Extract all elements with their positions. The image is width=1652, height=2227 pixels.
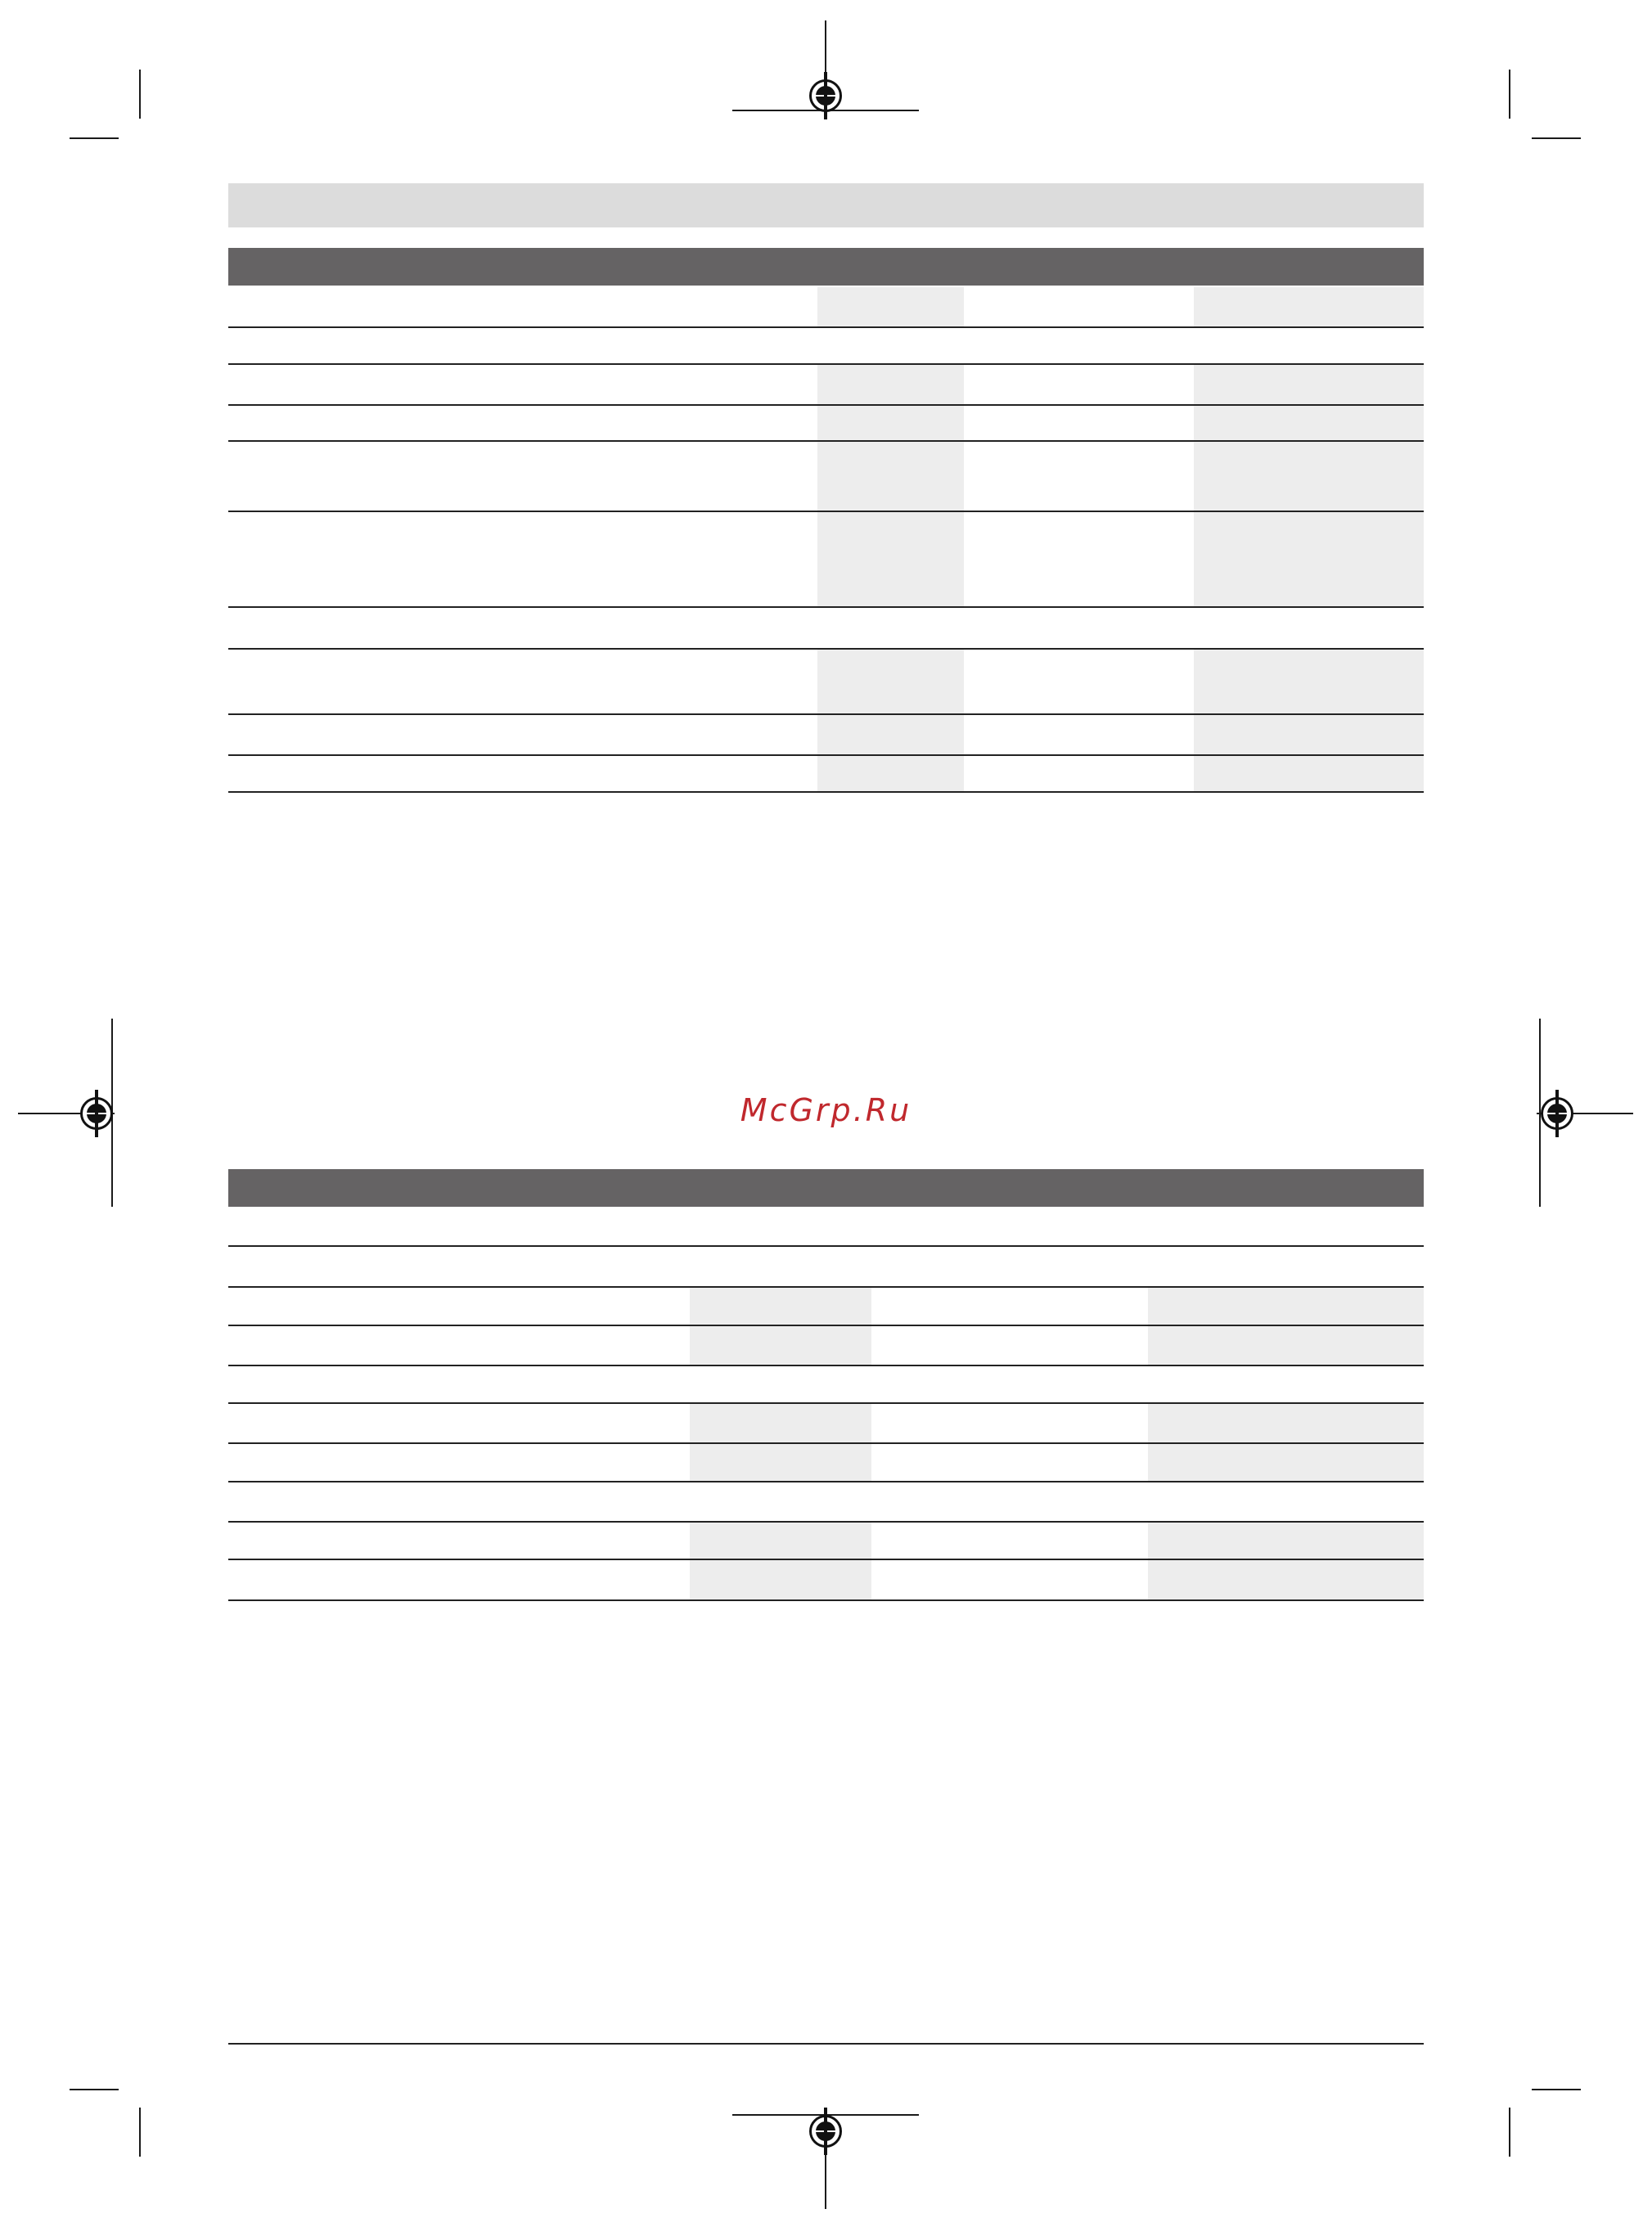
table-cell	[1194, 287, 1424, 326]
table-row-rule	[228, 1325, 1424, 1326]
table-cell	[1148, 1560, 1424, 1599]
table-row-rule	[228, 606, 1424, 608]
table-cell	[817, 512, 964, 606]
registration-mark-icon	[809, 2115, 842, 2148]
table-row-rule	[228, 713, 1424, 715]
table-cell	[817, 365, 964, 404]
table-cell	[817, 406, 964, 440]
table-cell	[1194, 650, 1424, 713]
crop-mark-line	[1509, 2108, 1510, 2157]
crop-mark-line	[1509, 70, 1510, 119]
table-row-rule	[228, 1442, 1424, 1444]
table-cell	[690, 1404, 871, 1442]
table-cell	[817, 442, 964, 511]
table-cell	[690, 1560, 871, 1599]
table-row-rule	[228, 440, 1424, 442]
table-row-rule	[228, 754, 1424, 756]
watermark: McGrp.Ru	[740, 1092, 912, 1128]
table-cell	[1194, 715, 1424, 754]
table-header-bar	[228, 1169, 1424, 1207]
registration-mark-icon	[809, 79, 842, 112]
table-row-rule	[228, 1286, 1424, 1288]
table-row-rule	[228, 326, 1424, 328]
table-cell	[817, 287, 964, 326]
table-row-rule	[228, 404, 1424, 406]
table-cell	[690, 1288, 871, 1325]
table-row-rule	[228, 1402, 1424, 1404]
table-cell	[1148, 1288, 1424, 1325]
crop-mark-line	[1532, 2089, 1581, 2090]
table-cell	[690, 1523, 871, 1559]
table-cell	[690, 1326, 871, 1365]
table-cell	[1148, 1523, 1424, 1559]
table-row-rule	[228, 1559, 1424, 1560]
table-cell	[1148, 1404, 1424, 1442]
crop-mark-line	[1532, 137, 1581, 139]
table-cell	[1194, 756, 1424, 791]
table-row-rule	[228, 1245, 1424, 1247]
crop-mark-line	[70, 137, 119, 139]
table-cell	[690, 1444, 871, 1481]
table-row-rule	[228, 511, 1424, 512]
table-cell	[817, 715, 964, 754]
page-footer-rule	[228, 2043, 1424, 2045]
crop-mark-line	[139, 2108, 141, 2157]
table-row-rule	[228, 648, 1424, 650]
table-cell	[1148, 1326, 1424, 1365]
table-row-rule	[228, 1521, 1424, 1523]
table-cell	[1148, 1444, 1424, 1481]
table-header-bar	[228, 248, 1424, 286]
table-cell	[1194, 406, 1424, 440]
crop-mark-line	[70, 2089, 119, 2090]
table-cell	[1194, 442, 1424, 511]
table-cell	[1194, 512, 1424, 606]
table-row-rule	[228, 1365, 1424, 1366]
page-header-band	[228, 183, 1424, 227]
crop-mark-line	[139, 70, 141, 119]
table-row-rule	[228, 1599, 1424, 1601]
table-row-rule	[228, 363, 1424, 365]
table-cell	[1194, 365, 1424, 404]
table-row-rule	[228, 791, 1424, 793]
table-cell	[817, 756, 964, 791]
table-row-rule	[228, 1481, 1424, 1482]
table-cell	[817, 650, 964, 713]
